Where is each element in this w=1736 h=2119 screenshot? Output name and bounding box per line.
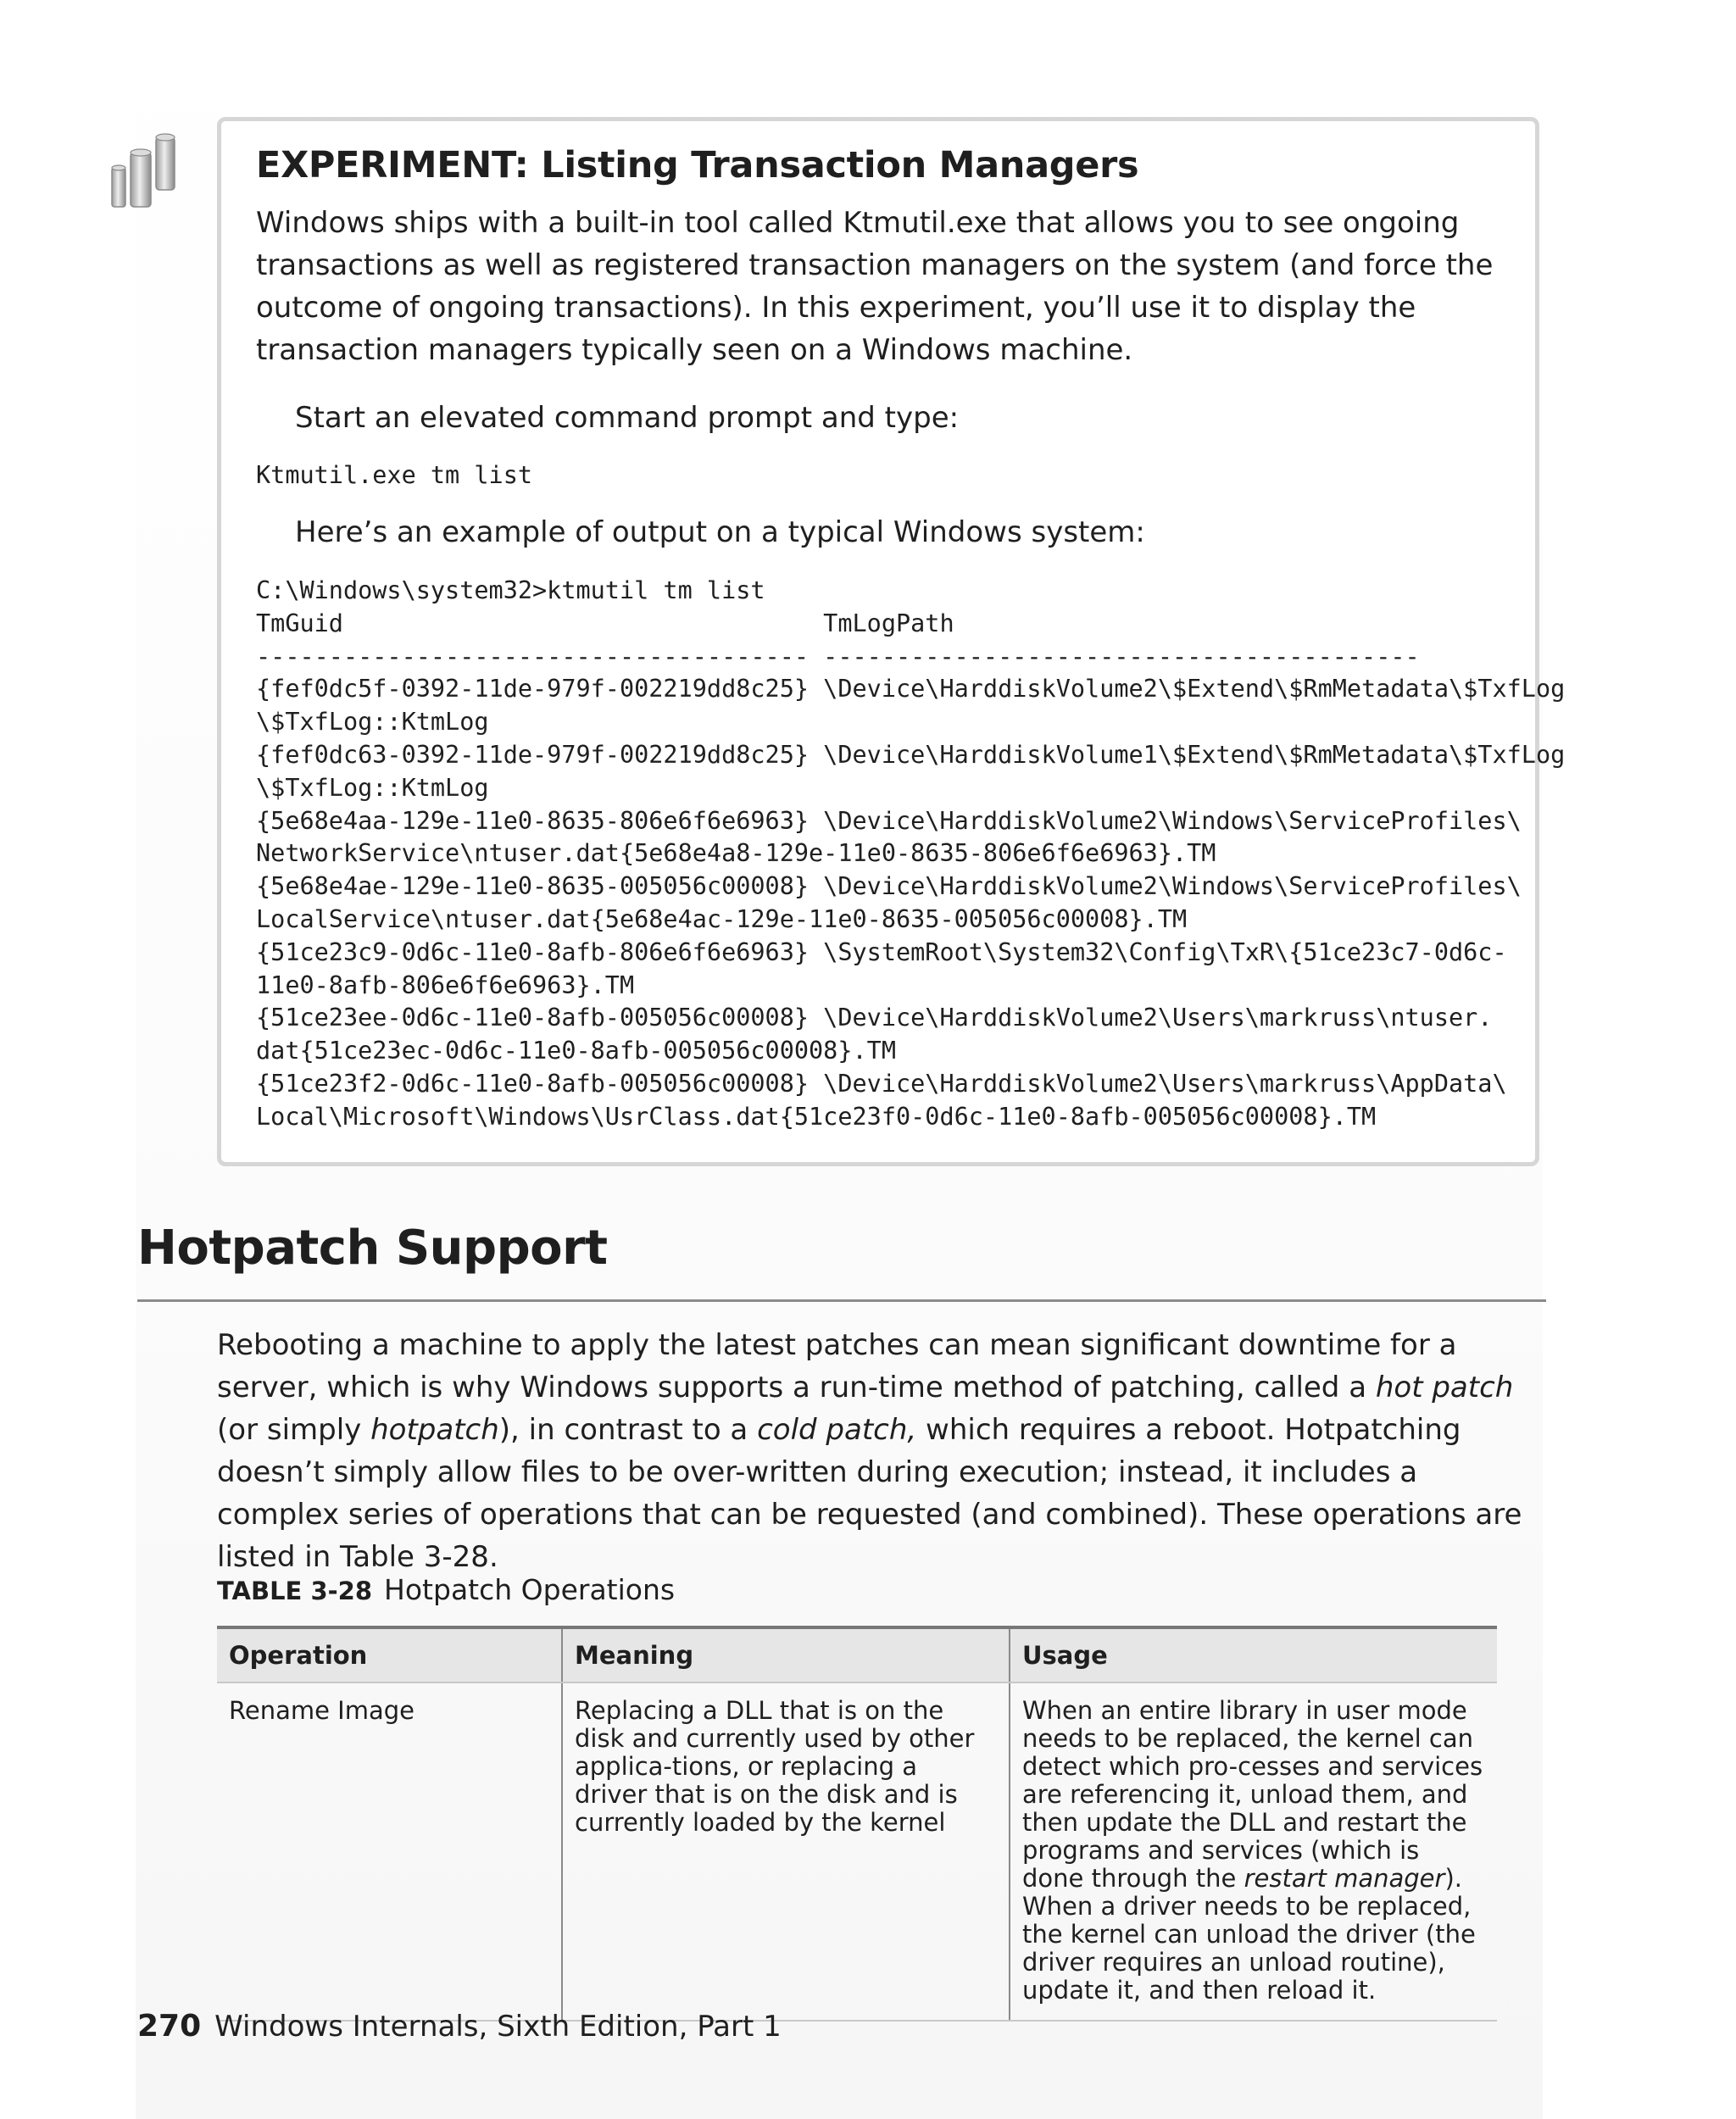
page-number: 270	[137, 2009, 202, 2044]
body-paragraph: Rebooting a machine to apply the latest patches can mean significant downtime for a server, which is why Windows supports a run-time method of patching, called a hot patch (or simply hotpatch), in contrast to a cold patch, which requires a reboot. Hotpatching doesn’t simply allow files to be over-written during execution; instead, it includes a complex series of operations that can be requested (and combined). These operations are listed in Table 3-28.	[217, 1328, 1522, 1574]
table-caption	[217, 1573, 675, 1606]
experiment-step-2: Here’s an example of output on a typical Windows system:	[295, 515, 1145, 549]
output-line: Local\Microsoft\Windows\UsrClass.dat{51ce23f0-0d6c-11e0-8afb-005056c00008}.TM	[256, 1102, 1377, 1131]
output-line: -------------------------------------- -----------------------------------------	[256, 642, 1420, 670]
command-line: Ktmutil.exe tm list	[256, 461, 533, 489]
term-cold-patch: cold patch,	[757, 1413, 917, 1447]
table-caption-text: Hotpatch Operations	[384, 1573, 676, 1606]
section-heading: Hotpatch Support	[137, 1221, 608, 1276]
output-line: {51ce23ee-0d6c-11e0-8afb-005056c00008} \Device\HarddiskVolume2\Users\markruss\ntuser.	[256, 1004, 1493, 1032]
table-header-row	[217, 1627, 1497, 1682]
experiment-title: EXPERIMENT: Listing Transaction Managers	[256, 144, 1139, 186]
output-line: {5e68e4ae-129e-11e0-8635-005056c00008} \Device\HarddiskVolume2\Windows\ServiceProfiles\	[256, 872, 1522, 901]
output-line: {5e68e4aa-129e-11e0-8635-806e6f6e6963} \Device\HarddiskVolume2\Windows\ServiceProfiles\	[256, 806, 1522, 835]
output-line: {51ce23f2-0d6c-11e0-8afb-005056c00008} \Device\HarddiskVolume2\Users\markruss\AppData\	[256, 1069, 1507, 1098]
experiment-flask-icon	[107, 131, 185, 215]
output-line: {fef0dc5f-0392-11de-979f-002219dd8c25} \Device\HarddiskVolume2\$Extend\$RmMetadata\$TxfLog	[256, 675, 1566, 704]
book-title: Windows Internals, Sixth Edition, Part 1	[214, 2010, 782, 2044]
cell-meaning: Replacing a DLL that is on the disk and currently used by other applica-tions, or replacing a driver that is on the disk and is currently loaded by the kernel	[562, 1682, 1010, 2021]
output-line: \$TxfLog::KtmLog	[256, 708, 489, 737]
header-operation: Operation	[217, 1627, 562, 1682]
header-meaning: Meaning	[562, 1627, 1010, 1682]
hotpatch-operations-table	[217, 1626, 1497, 2022]
term-hot-patch: hot patch	[1375, 1371, 1514, 1404]
section-divider	[137, 1299, 1546, 1302]
output-line: C:\Windows\system32>ktmutil tm list	[256, 576, 765, 604]
output-line: LocalService\ntuser.dat{5e68e4ac-129e-11e0-8635-005056c00008}.TM	[256, 904, 1188, 933]
output-line: TmGuid TmLogPath	[256, 609, 954, 637]
output-line: NetworkService\ntuser.dat{5e68e4a8-129e-11e0-8635-806e6f6e6963}.TM	[256, 839, 1216, 868]
cell-operation: Rename Image	[217, 1682, 562, 2021]
term-hotpatch: hotpatch	[370, 1413, 499, 1447]
output-line: dat{51ce23ec-0d6c-11e0-8afb-005056c00008}.TM	[256, 1037, 896, 1065]
output-line: {51ce23c9-0d6c-11e0-8afb-806e6f6e6963} \SystemRoot\System32\Config\TxR\{51ce23c7-0d6c-	[256, 937, 1507, 966]
output-line: \$TxfLog::KtmLog	[256, 773, 489, 802]
table-caption-label: TABLE 3-28	[217, 1577, 373, 1605]
output-line: 11e0-8afb-806e6f6e6963}.TM	[256, 971, 635, 999]
experiment-step-1: Start an elevated command prompt and type:	[295, 401, 960, 435]
output-line: {fef0dc63-0392-11de-979f-002219dd8c25} \Device\HarddiskVolume1\$Extend\$RmMetadata\$TxfLog	[256, 740, 1566, 769]
command-output	[256, 575, 1565, 1134]
experiment-intro: Windows ships with a built-in tool called Ktmutil.exe that allows you to see ongoing transactions as well as registered transaction managers on the system (and force the outcome of ongoing transactions). In this experiment, you’ll use it to display the transaction managers typically seen on a Windows machine.	[256, 206, 1494, 367]
cell-usage: When an entire library in user mode needs to be replaced, the kernel can detect which pro-cesses and services are referencing it, unload them, and then update the DLL and restart the programs and services (which is done through the restart manager). When a driver needs to be replaced, the kernel can unload the driver (the driver requires an unload routine), update it, and then reload it.	[1010, 1682, 1497, 2021]
term-restart-manager: restart manager	[1244, 1864, 1445, 1893]
table-row	[217, 1682, 1497, 2021]
header-usage: Usage	[1010, 1627, 1497, 1682]
page-footer	[137, 2009, 782, 2044]
